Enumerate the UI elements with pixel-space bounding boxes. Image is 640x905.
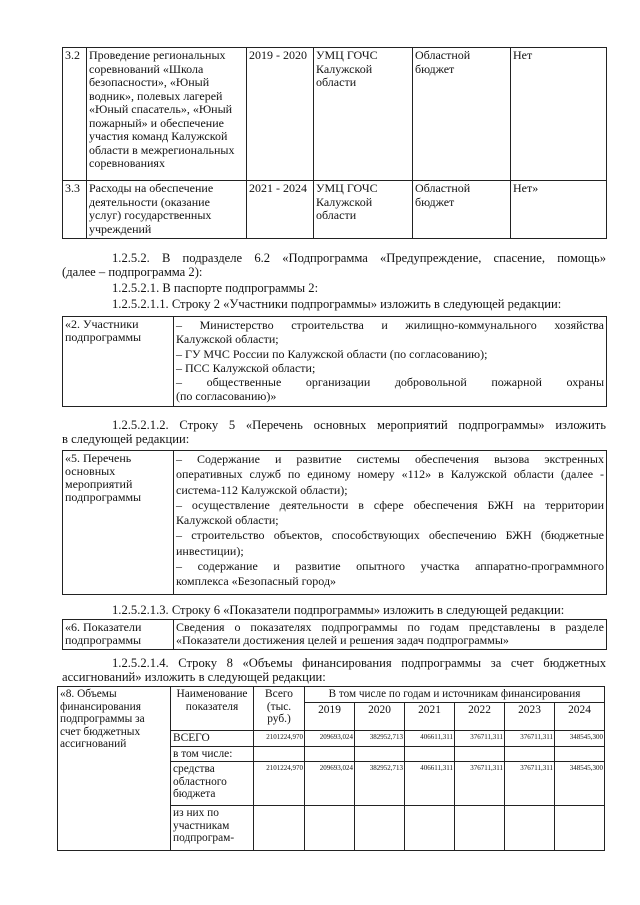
activity-years: 2019 - 2020 (247, 48, 314, 181)
header-years-group: В том числе по годам и источникам финансирования (305, 687, 605, 703)
activity-executor: УМЦ ГОЧС Калужской области (314, 181, 413, 239)
activity-years: 2021 - 2024 (247, 181, 314, 239)
row-name: в том числе: (171, 746, 254, 762)
activity-executor: УМЦ ГОЧС Калужской области (314, 48, 413, 181)
activity-note: Нет» (511, 181, 607, 239)
paragraph-indicators-intro: 1.2.5.2.1.3. Строку 6 «Показатели подпрограммы» изложить в следующей редакции: (112, 603, 565, 617)
header-year: 2020 (355, 703, 405, 731)
participants-label: «2. Участники подпрограммы (63, 317, 174, 407)
table-row (63, 181, 607, 239)
activity-name: Расходы на обеспечение деятельности (оказание услуг) государственных учреждений (87, 181, 247, 239)
table-row: ВСЕГО 2101224,970 209693,024 382952,713 406611,311 376711,311 376711,311 348545,300 (58, 731, 605, 747)
row-name: ВСЕГО (171, 731, 254, 747)
main-activities-table (62, 450, 607, 595)
participants-list: – Министерство строительства и жилищно-коммунального хозяйства Калужской области; – ГУ МЧС России по Калужской области (по согласованию); – ПСС Калужской области; – общественные организации добровольной пожарной охраны (по согласованию)» (174, 317, 607, 407)
activity-name: Проведение региональных соревнований «Школа безопасности», «Юный водник», полевых лагерей «Юный спасатель», «Юный пожарный» и обеспечение участия команд Калужской области в межрегиональных соревнованиях (87, 48, 247, 181)
paragraph-participants-intro: 1.2.5.2.1.1. Строку 2 «Участники подпрограммы» изложить в следующей редакции: (112, 297, 562, 311)
paragraph-subsection: 1.2.5.2. В подразделе 6.2 «Подпрограмма «Предупреждение, спасение, помощь» (далее – подпрограмма 2): (62, 251, 606, 279)
indicators-text: Сведения о показателях подпрограммы по годам представлены в разделе «Показатели достижения целей и решения задач подпрограммы» (174, 620, 607, 650)
header-year: 2023 (505, 703, 555, 731)
participants-table (62, 316, 607, 407)
activities-table (62, 47, 607, 239)
activity-source: Областной бюджет (413, 48, 511, 181)
paragraph-passport: 1.2.5.2.1. В паспорте подпрограммы 2: (112, 281, 319, 295)
row-total: 2101224,970 (254, 762, 305, 806)
financing-label: «8. Объемы финансирования подпрограммы за счет бюджетных ассигнований (58, 687, 171, 851)
header-year: 2024 (555, 703, 605, 731)
activity-note: Нет (511, 48, 607, 181)
paragraph-activities-intro: 1.2.5.2.1.2. Строку 5 «Перечень основных мероприятий подпрограммы» изложить в следующей редакции: (62, 418, 606, 446)
financing-table (57, 686, 605, 851)
table-row: средства областного бюджета 2101224,970 209693,024 382952,713 406611,311 376711,311 376711,311 348545,300 (58, 762, 605, 806)
activities-list: – Содержание и развитие системы обеспечения вызова экстренных оперативных служб по единому номеру «112» в Калужской области (далее - система-112 Калужской области); – осуществление деятельности в сфере обеспечения БЖН на территории Калужской области; – строительство объектов, способствующих обеспечению БЖН (бюджетные инвестиции); – содержание и развитие опытного участка аппаратно-программного комплекса «Безопасный город» (174, 451, 607, 595)
table-row (63, 48, 607, 181)
header-total: Всего (тыс. руб.) (254, 687, 305, 731)
row-number: 3.3 (63, 181, 87, 239)
header-indicator-name: Наименование показателя (171, 687, 254, 731)
row-number: 3.2 (63, 48, 87, 181)
paragraph-financing-intro: 1.2.5.2.1.4. Строку 8 «Объемы финансирования подпрограммы за счет бюджетных ассигнований» изложить в следующей редакции: (62, 656, 606, 684)
header-year: 2021 (405, 703, 455, 731)
indicators-table (62, 619, 607, 650)
row-name: средства областного бюджета (171, 762, 254, 806)
row-total: 2101224,970 (254, 731, 305, 747)
row-name: из них по участникам подпрограм- (171, 806, 254, 851)
header-year: 2022 (455, 703, 505, 731)
indicators-label: «6. Показатели подпрограммы (63, 620, 174, 650)
header-year: 2019 (305, 703, 355, 731)
activities-label: «5. Перечень основных мероприятий подпрограммы (63, 451, 174, 595)
activity-source: Областной бюджет (413, 181, 511, 239)
